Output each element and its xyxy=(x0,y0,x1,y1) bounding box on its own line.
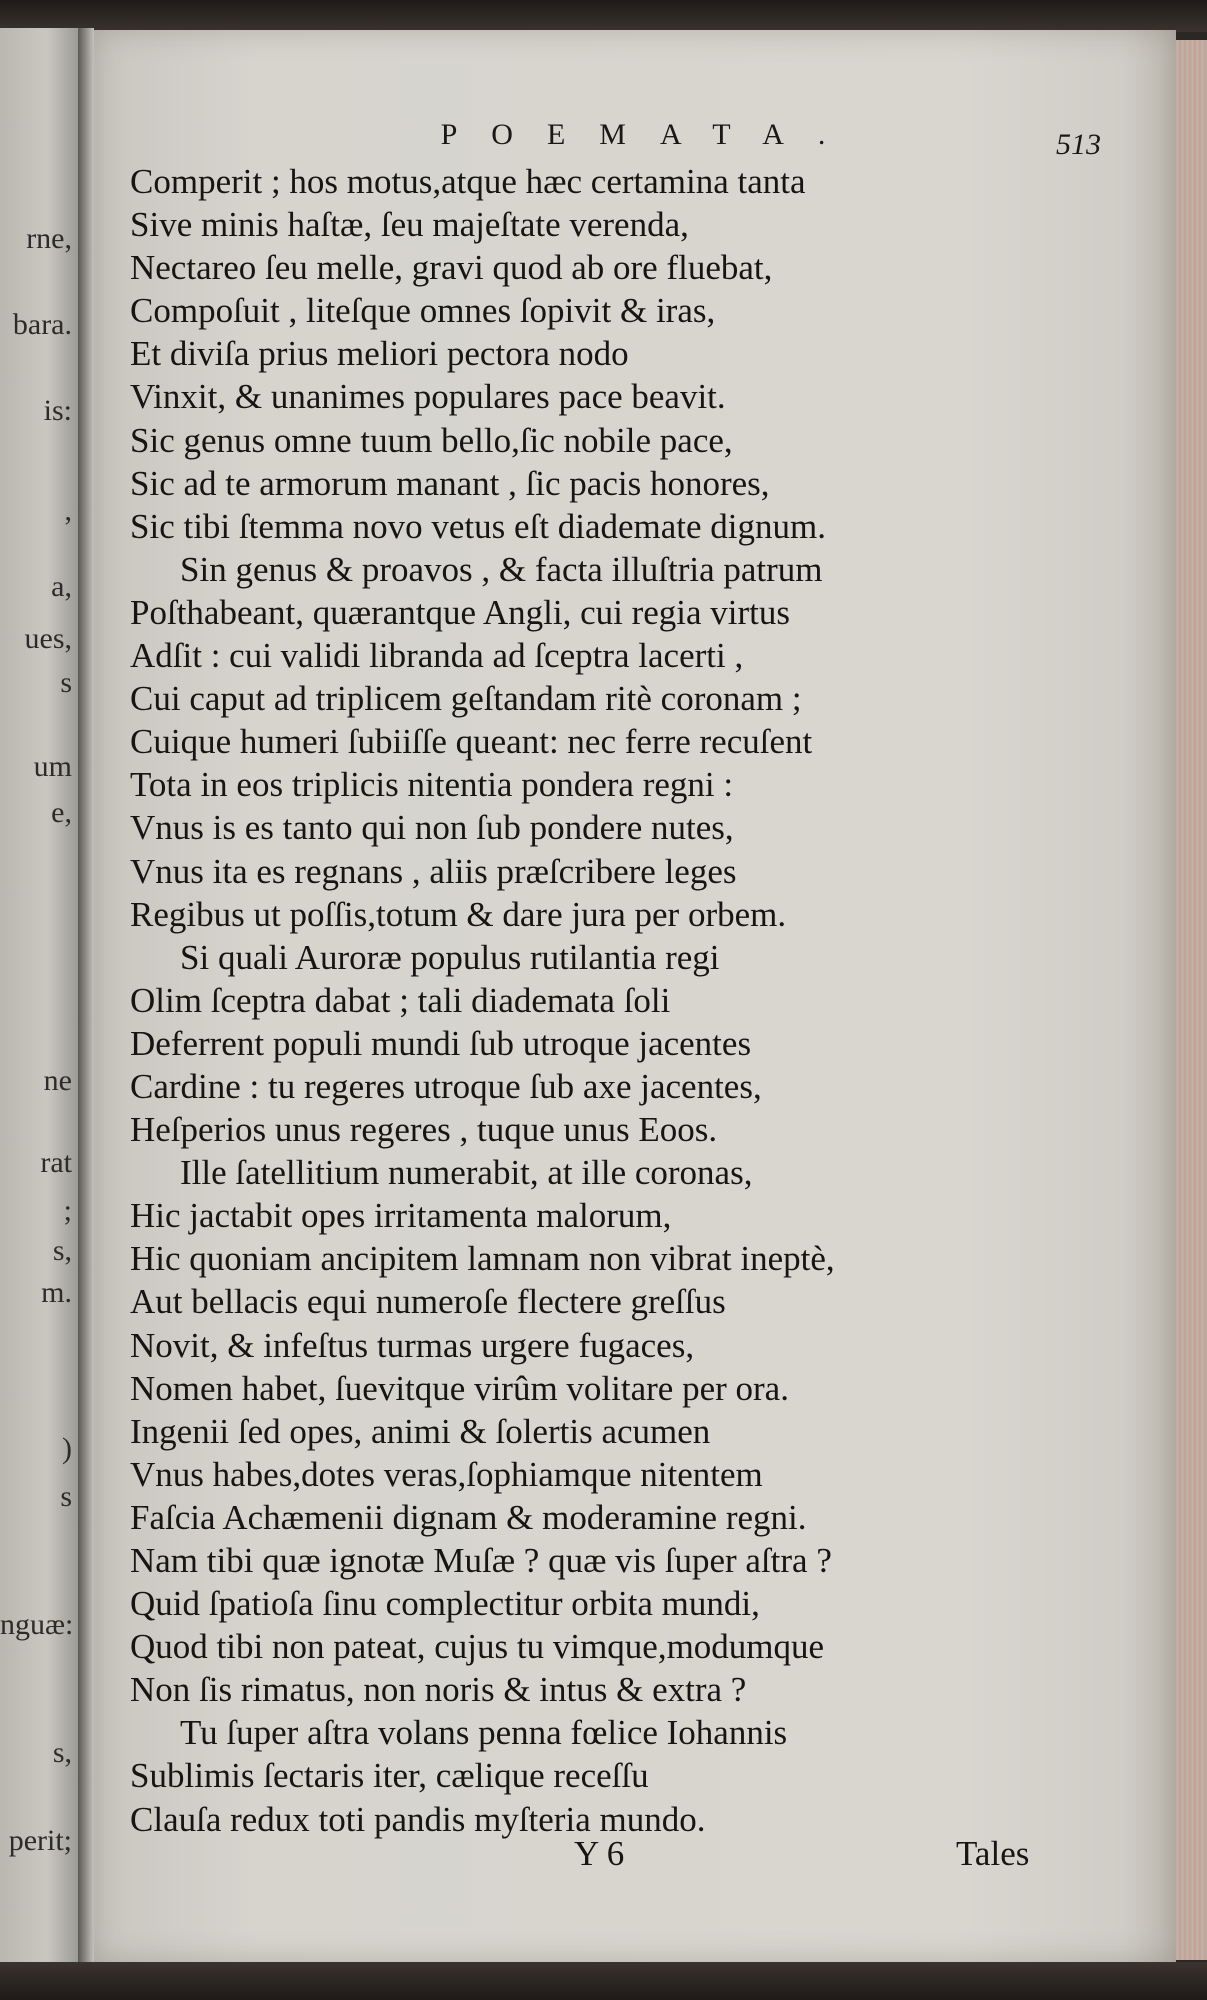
verse-line: Sublimis ſectaris iter, cælique receſſu xyxy=(130,1756,649,1796)
verse-line: Vnus is es tanto qui non ſub pondere nutes, xyxy=(130,808,734,848)
verse-line: Poſthabeant, quærantque Angli, cui regia virtus xyxy=(130,592,791,632)
page-number: 513 xyxy=(1056,128,1101,161)
verse-line: Compoſuit , liteſque omnes ſopivit & iras, xyxy=(130,291,716,331)
book-gutter xyxy=(78,28,94,1964)
verse-line: Sic ad te armorum manant , ſic pacis honores, xyxy=(130,463,770,503)
prev-page-fragment: is: xyxy=(43,394,72,427)
verse-line: Sin genus & proavos , & facta illuſtria patrum xyxy=(180,549,823,589)
verse-line: Non ſis rimatus, non noris & intus & extra ? xyxy=(130,1670,747,1710)
verse-line: Quid ſpatioſa ſinu complectitur orbita mundi, xyxy=(130,1584,760,1624)
signature-mark: Y 6 xyxy=(574,1834,625,1873)
running-head: POEMATA. xyxy=(440,118,860,151)
prev-page-fragment: perit; xyxy=(8,1824,72,1857)
scan-background-bottom xyxy=(0,1962,1207,2000)
prev-page-fragment: ) xyxy=(62,1432,72,1465)
prev-page-fragment: rat xyxy=(40,1146,72,1179)
verse-line: Sic genus omne tuum bello,ſic nobile pace, xyxy=(130,420,733,460)
prev-page-fragment: e, xyxy=(51,796,72,829)
verse-line: Cuique humeri ſubiiſſe queant: nec ferre recuſent xyxy=(130,722,813,762)
previous-page-edge xyxy=(0,28,78,1964)
prev-page-fragment: ne xyxy=(43,1064,72,1097)
prev-page-fragment: , xyxy=(64,494,72,527)
prev-page-fragment: nguæ: xyxy=(0,1608,74,1641)
verse-line: Comperit ; hos motus,atque hæc certamina tanta xyxy=(130,162,806,201)
prev-page-fragment: a, xyxy=(51,570,72,603)
verse-line: Vinxit, & unanimes populares pace beavit. xyxy=(130,377,726,417)
verse-line: Sive minis haſtæ, ſeu majeſtate verenda, xyxy=(130,205,689,245)
verse-line: Hic quoniam ancipitem lamnam non vibrat ineptè, xyxy=(130,1239,835,1279)
verse-line: Ingenii ſed opes, animi & ſolertis acumen xyxy=(130,1411,711,1451)
verse-line: Cui caput ad triplicem geſtandam ritè coronam ; xyxy=(130,679,802,719)
prev-page-fragment: rne, xyxy=(26,222,72,255)
verse-line: Novit, & infeſtus turmas urgere fugaces, xyxy=(130,1325,695,1365)
prev-page-fragment: ; xyxy=(63,1194,72,1227)
verse-line: Et diviſa prius meliori pectora nodo xyxy=(130,334,629,374)
prev-page-fragment: um xyxy=(33,750,72,783)
catchword: Tales xyxy=(956,1834,1030,1873)
verse-line: Sic tibi ſtemma novo vetus eſt diademate dignum. xyxy=(130,506,826,546)
verse-line: Hic jactabit opes irritamenta malorum, xyxy=(130,1196,672,1236)
verse-body xyxy=(130,160,1150,1841)
verse-line: Quod tibi non pateat, cujus tu vimque,modumque xyxy=(130,1627,825,1667)
verse-line: Nam tibi quæ ignotæ Muſæ ? quæ vis ſuper aſtra ? xyxy=(130,1541,832,1580)
prev-page-fragment: s, xyxy=(52,1234,72,1267)
verse-line: Aut bellacis equi numeroſe flectere greſſus xyxy=(130,1282,726,1322)
verse-line: Tu ſuper aſtra volans penna fœlice Iohannis xyxy=(180,1713,788,1753)
verse-line: Olim ſceptra dabat ; tali diademata ſoli xyxy=(130,980,671,1020)
scan-background-top xyxy=(0,0,1207,32)
verse-line: Tota in eos triplicis nitentia pondera regni : xyxy=(130,765,734,805)
verse-line: Ille ſatellitium numerabit, at ille coronas, xyxy=(180,1153,753,1193)
verse-line: Nectareo ſeu melle, gravi quod ab ore fluebat, xyxy=(130,248,773,288)
verse-line: Regibus ut poſſis,totum & dare jura per orbem. xyxy=(130,894,787,934)
prev-page-fragment: s xyxy=(60,1480,72,1513)
verse-line: Deferrent populi mundi ſub utroque jacentes xyxy=(130,1023,752,1063)
prev-page-fragment: s, xyxy=(52,1736,72,1769)
verse-line: Heſperios unus regeres , tuque unus Eoos. xyxy=(130,1110,718,1150)
page-footer xyxy=(94,1834,1176,1880)
verse-line: Clauſa redux toti pandis myſteria mundo. xyxy=(130,1799,706,1839)
prev-page-fragment: ues, xyxy=(24,622,72,655)
verse-line: Faſcia Achæmenii dignam & moderamine regni. xyxy=(130,1497,807,1537)
verse-line: Vnus ita es regnans , aliis præſcribere leges xyxy=(130,851,737,891)
verse-line: Si quali Auroræ populus rutilantia regi xyxy=(180,937,720,977)
verse-line: Nomen habet, ſuevitque virûm volitare per ora. xyxy=(130,1368,789,1408)
prev-page-fragment: s xyxy=(60,666,72,699)
prev-page-fragment: bara. xyxy=(12,308,72,341)
verse-line: Adſit : cui validi libranda ad ſceptra lacerti , xyxy=(130,636,744,676)
verse-line: Cardine : tu regeres utroque ſub axe jacentes, xyxy=(130,1066,762,1106)
verse-line: Vnus habes,dotes veras,ſophiamque nitentem xyxy=(130,1454,763,1494)
prev-page-fragment: m. xyxy=(41,1276,72,1309)
book-page xyxy=(94,30,1176,1962)
page-fore-edge xyxy=(1176,40,1207,1960)
